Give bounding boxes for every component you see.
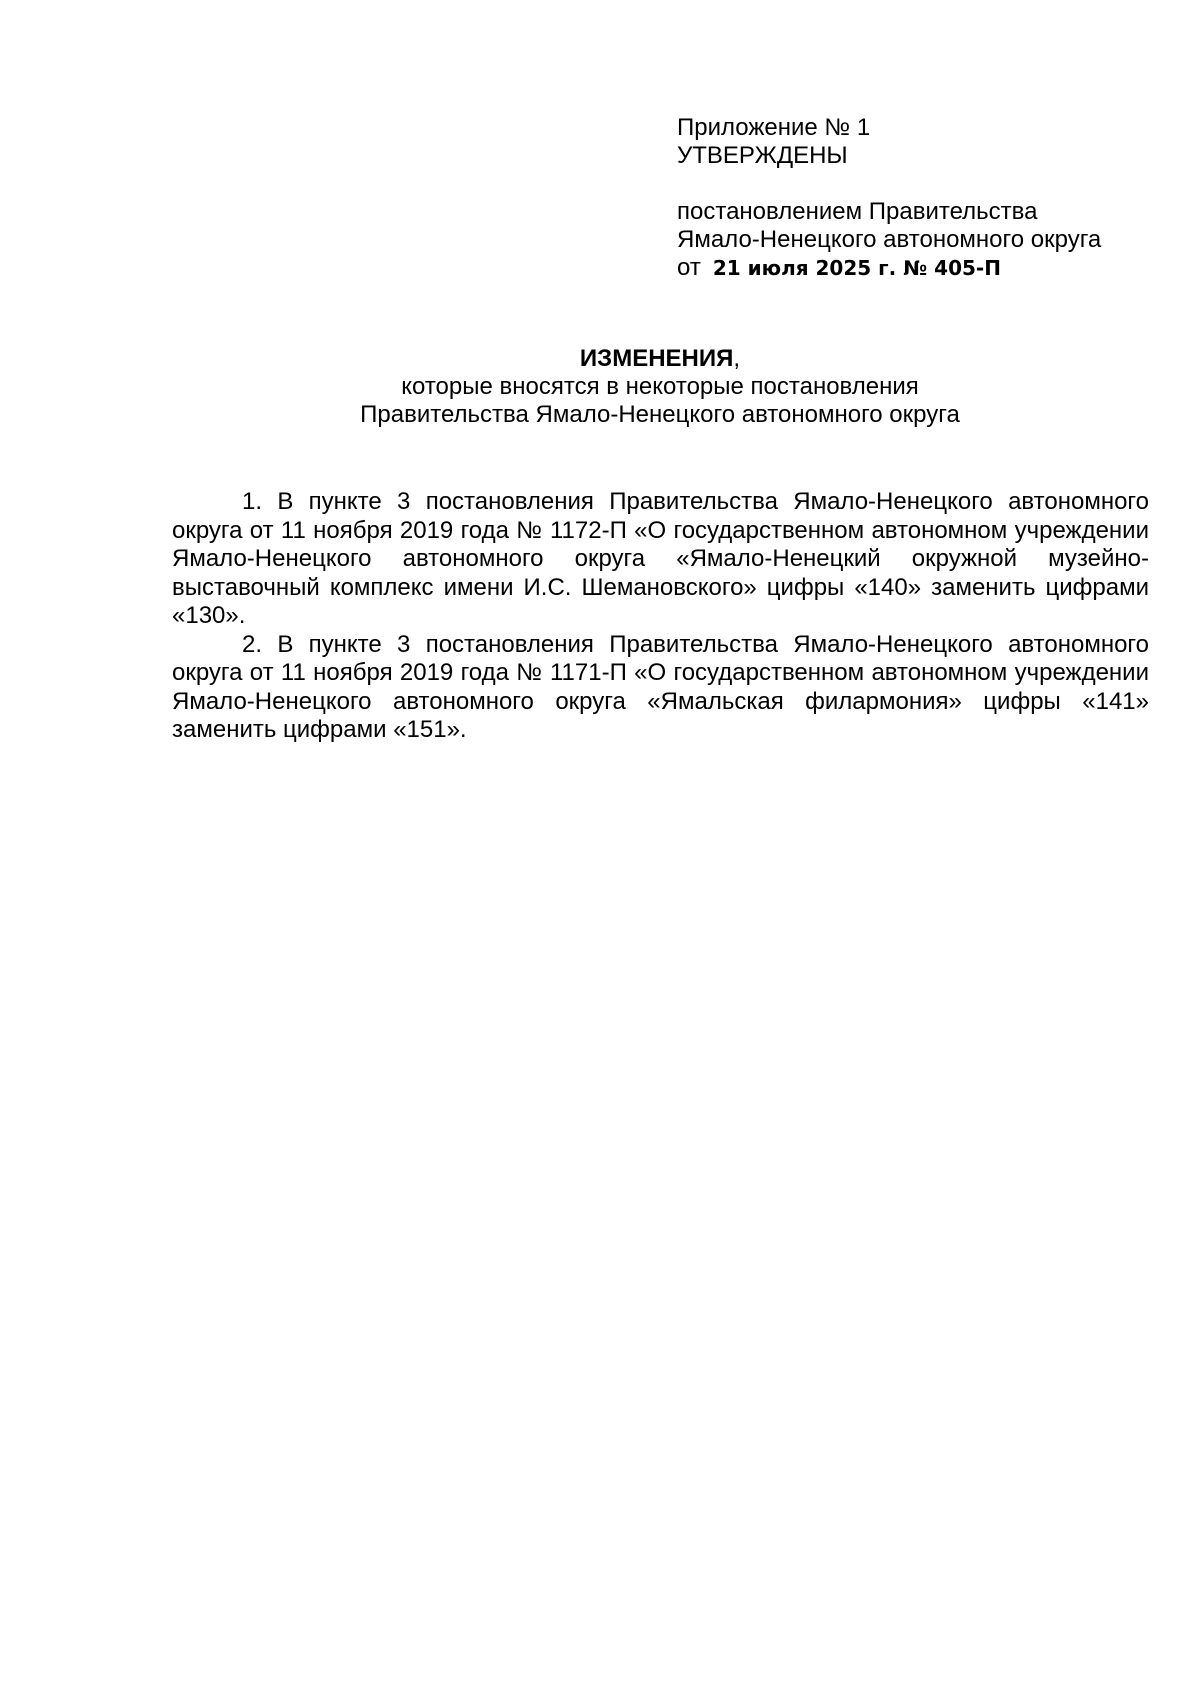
subtitle-line-2: Правительства Ямало-Ненецкого автономного округа — [360, 401, 960, 428]
approved-label: УТВЕРЖДЕНЫ — [677, 142, 848, 169]
appendix-number: Приложение № 1 — [677, 114, 871, 141]
title-text: ИЗМЕНЕНИЯ — [579, 345, 734, 372]
subtitle-line-1: которые вносятся в некоторые постановления — [401, 373, 919, 400]
approval-date-line — [677, 254, 1157, 282]
approval-spacer — [677, 170, 1157, 198]
decree-date-number: 21 июля 2025 г. № 405-П — [712, 256, 1001, 280]
approval-block — [677, 114, 1157, 282]
title-suffix: , — [733, 345, 741, 372]
date-prefix: от — [677, 254, 701, 281]
document-body — [172, 488, 1149, 745]
approved-by-line-1: постановлением Правительства — [677, 198, 1038, 225]
approved-by-line-2: Ямало-Ненецкого автономного округа — [677, 226, 1102, 253]
document-heading — [170, 345, 1150, 429]
document-title — [170, 345, 1150, 373]
amendment-paragraph-2: 2. В пункте 3 постановления Правительства Ямало-Ненецкого автономного округа от 11 ноября 2019 года № 1171-П «О государственном автономном учреждении Ямало-Ненецкого автономного округа «Ямальская филармония» цифры «141» заменить цифрами «151». — [172, 630, 1149, 743]
amendment-paragraph-1: 1. В пункте 3 постановления Правительства Ямало-Ненецкого автономного округа от 11 ноября 2019 года № 1172-П «О государственном автономном учреждении Ямало-Ненецкого автономного округа «Ямало-Ненецкий окружной музейно-выставочный комплекс имени И.С. Шемановского» цифры «140» заменить цифрами «130». — [172, 488, 1149, 629]
